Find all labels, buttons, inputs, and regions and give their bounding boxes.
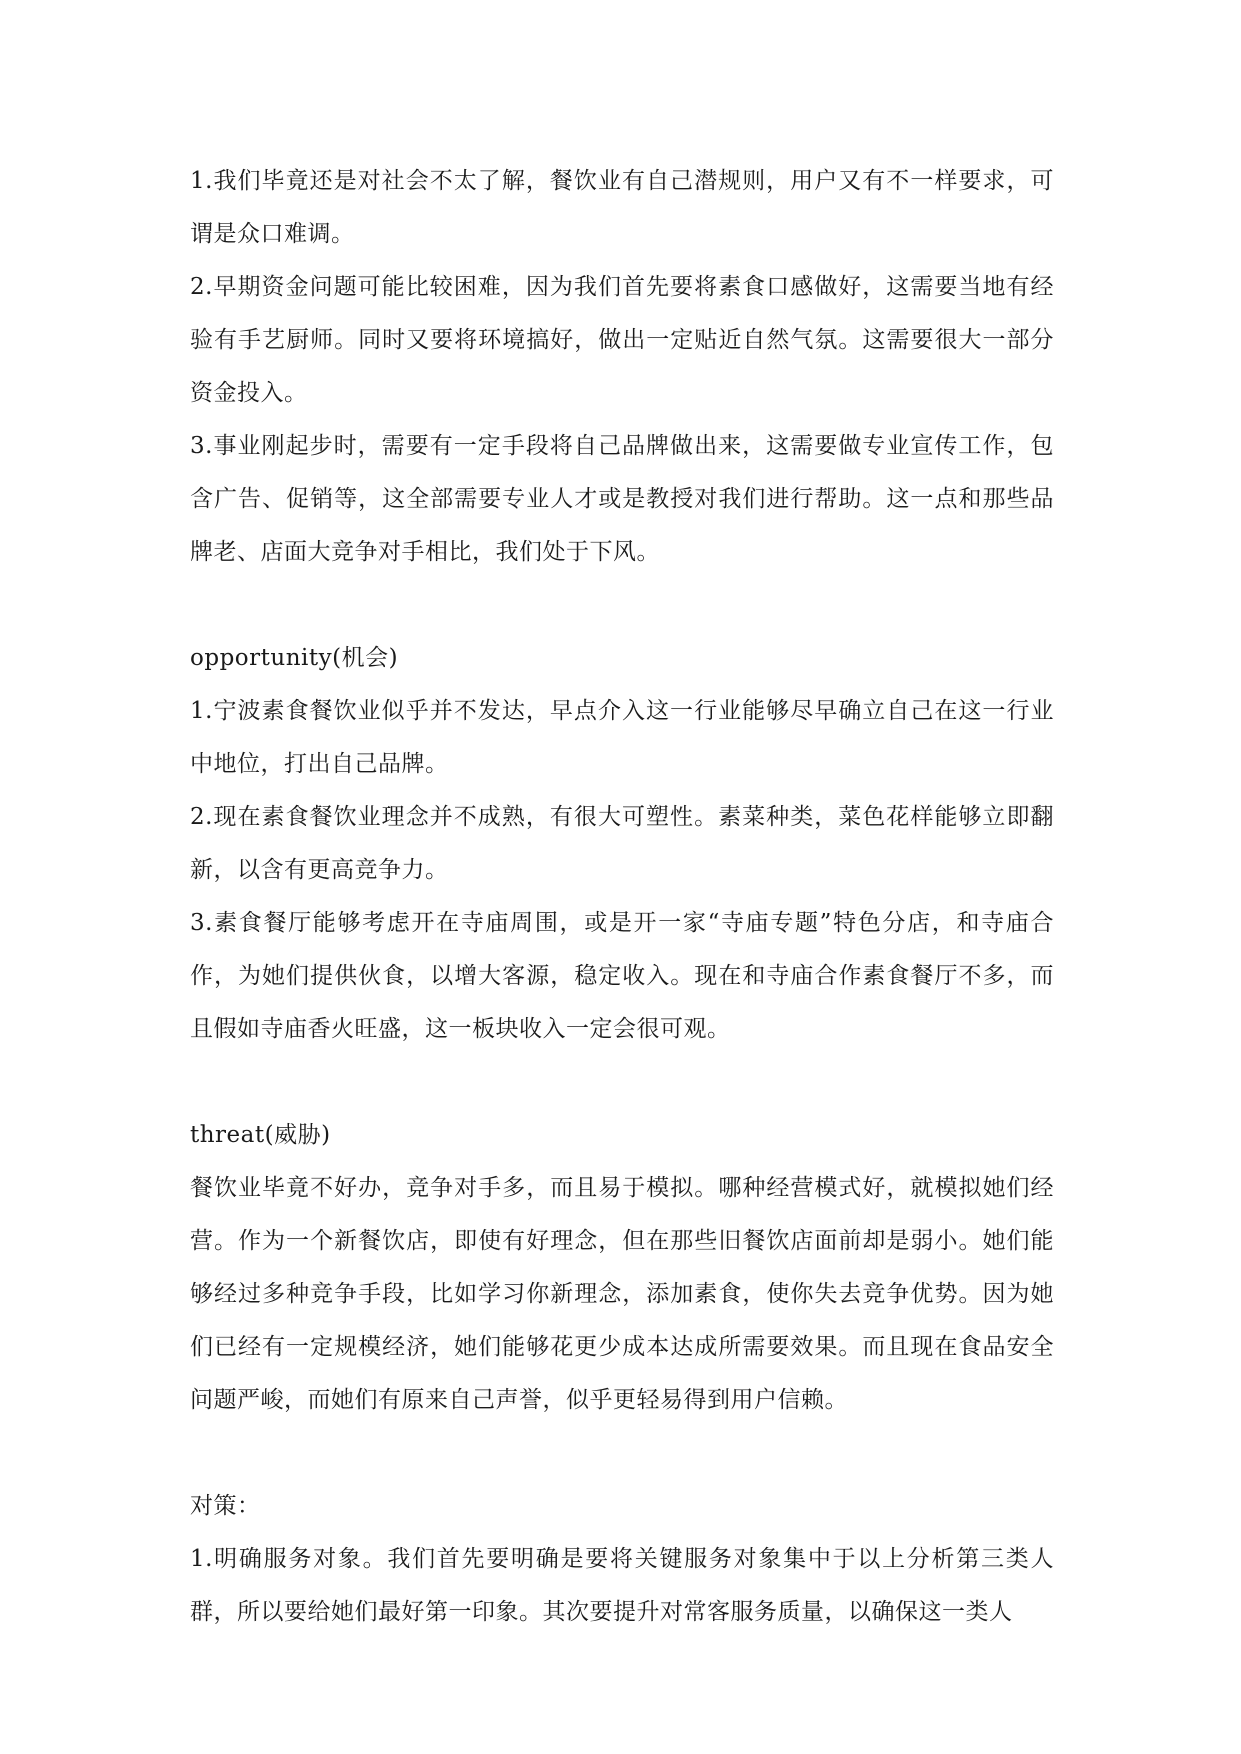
- opportunity-item-1: 1.宁波素食餐饮业似乎并不发达，早点介入这一行业能够尽早确立自己在这一行业中地位，打出自己品牌。: [190, 698, 1054, 777]
- opportunity-item-2: 2.现在素食餐饮业理念并不成熟，有很大可塑性。素菜种类，菜色花样能够立即翻新，以含有更高竞争力。: [190, 804, 1054, 883]
- countermeasures-item-1: 1.明确服务对象。我们首先要明确是要将关键服务对象集中于以上分析第三类人群，所以要给她们最好第一印象。其次要提升对常客服务质量，以确保这一类人: [190, 1546, 1054, 1625]
- weakness-item-1: 1.我们毕竟还是对社会不太了解，餐饮业有自己潜规则，用户又有不一样要求，可谓是众口难调。: [190, 168, 1054, 247]
- weakness-item-3: 3.事业刚起步时，需要有一定手段将自己品牌做出来，这需要做专业宣传工作，包含广告、促销等，这全部需要专业人才或是教授对我们进行帮助。这一点和那些品牌老、店面大竞争对手相比，我们处于下风。: [190, 433, 1054, 565]
- opportunity-heading: opportunity(机会): [190, 645, 399, 671]
- section-spacer: [190, 1056, 1054, 1109]
- opportunity-item-3: 3.素食餐厅能够考虑开在寺庙周围，或是开一家“寺庙专题”特色分店，和寺庙合作，为她们提供伙食，以增大客源，稳定收入。现在和寺庙合作素食餐厅不多，而且假如寺庙香火旺盛，这一板块收入一定会很可观。: [190, 910, 1054, 1042]
- document-page: [190, 155, 1054, 1639]
- countermeasures-heading: 对策：: [190, 1493, 261, 1519]
- section-spacer: [190, 579, 1054, 632]
- section-spacer: [190, 1427, 1054, 1480]
- weakness-item-2: 2.早期资金问题可能比较困难，因为我们首先要将素食口感做好，这需要当地有经验有手艺厨师。同时又要将环境搞好，做出一定贴近自然气氛。这需要很大一部分资金投入。: [190, 274, 1054, 406]
- threat-heading: threat(威胁): [190, 1122, 331, 1148]
- threat-text: 餐饮业毕竟不好办，竞争对手多，而且易于模拟。哪种经营模式好，就模拟她们经营。作为一个新餐饮店，即使有好理念，但在那些旧餐饮店面前却是弱小。她们能够经过多种竞争手段，比如学习你新理念，添加素食，使你失去竞争优势。因为她们已经有一定规模经济，她们能够花更少成本达成所需要效果。而且现在食品安全问题严峻，而她们有原来自己声誉，似乎更轻易得到用户信赖。: [190, 1175, 1054, 1413]
